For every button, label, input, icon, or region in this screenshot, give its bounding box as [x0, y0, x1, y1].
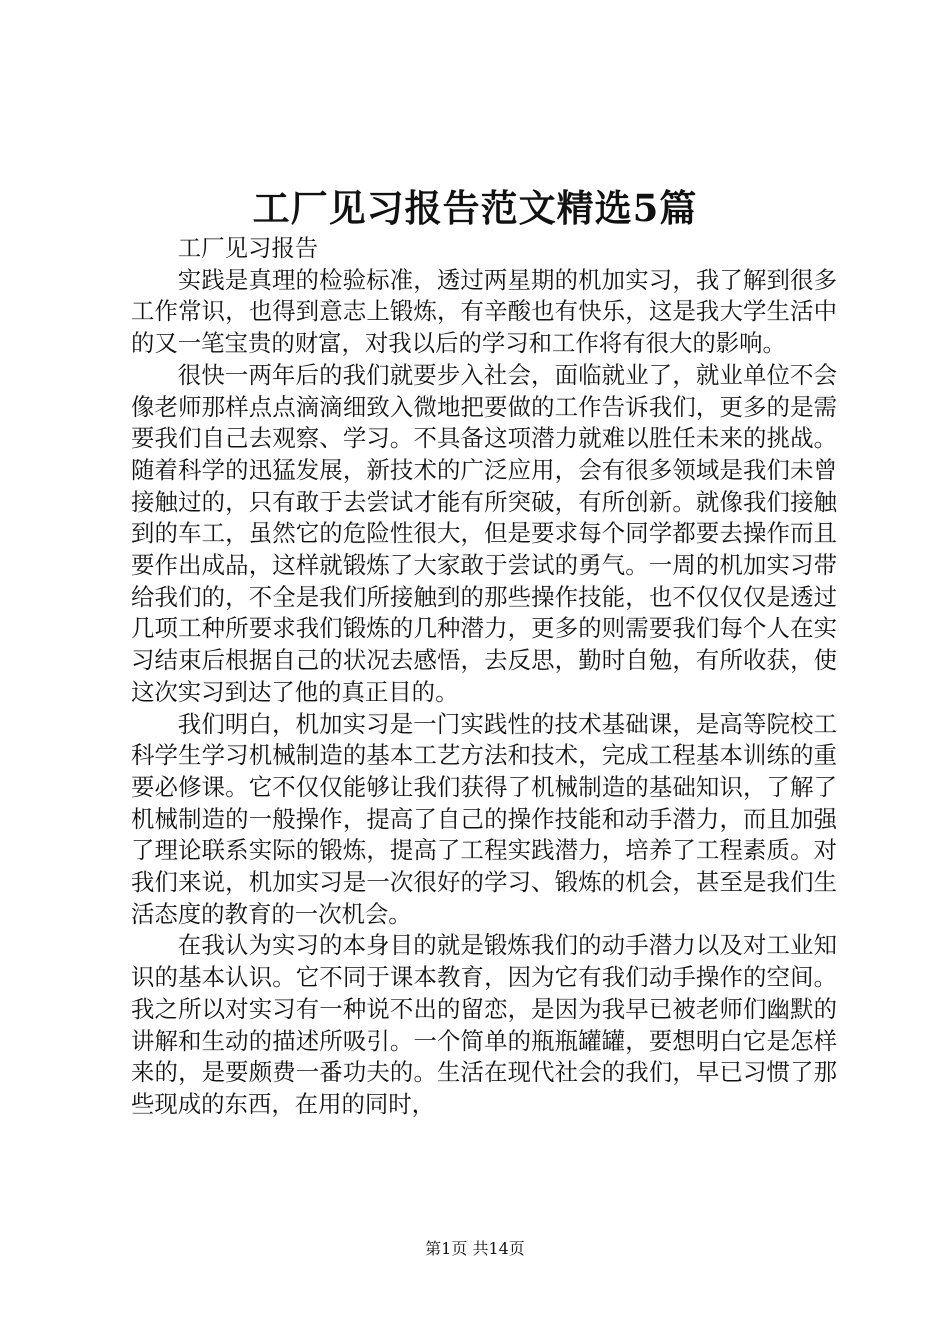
page-footer: 第1页 共14页 [425, 1239, 525, 1258]
section-heading: 工厂见习报告 [177, 234, 319, 262]
paragraph-1: 实践是真理的检验标准，透过两星期的机加实习，我了解到很多工作常识，也得到意志上锻炼，有辛酸也有快乐，这是我大学生活中的又一笔宝贵的财富，对我以后的学习和工作将有很大的影响。 [131, 265, 837, 358]
paragraph-2: 很快一两年后的我们就要步入社会，面临就业了，就业单位不会像老师那样点点滴滴细致入微地把要做的工作告诉我们，更多的是需要我们自己去观察、学习。不具备这项潜力就难以胜任未来的挑战。随着科学的迅猛发展，新技术的广泛应用，会有很多领域是我们未曾接触过的，只有敢于去尝试才能有所突破，有所创新。就像我们接触到的车工，虽然它的危险性很大，但是要求每个同学都要去操作而且要作出成品，这样就锻炼了大家敢于尝试的勇气。一周的机加实习带给我们的，不全是我们所接触到的那些操作技能，也不仅仅仅是透过几项工种所要求我们锻炼的几种潜力，更多的则需要我们每个人在实习结束后根据自己的状况去感悟，去反思，勤时自勉，有所收获，使这次实习到达了他的真正目的。 [131, 360, 837, 706]
document-body [131, 233, 837, 1121]
document-title: 工厂见习报告范文精选5篇 [252, 186, 698, 230]
paragraph-4: 在我认为实习的本身目的就是锻炼我们的动手潜力以及对工业知识的基本认识。它不同于课本教育，因为它有我们动手操作的空间。我之所以对实习有一种说不出的留恋，是因为我早已被老师们幽默的讲解和生动的描述所吸引。一个简单的瓶瓶罐罐，要想明白它是怎样来的，是要颇费一番功夫的。生活在现代社会的我们，早已习惯了那些现成的东西，在用的同时， [131, 931, 837, 1118]
paragraph-3: 我们明白，机加实习是一门实践性的技术基础课，是高等院校工科学生学习机械制造的基本工艺方法和技术，完成工程基本训练的重要必修课。它不仅仅能够让我们获得了机械制造的基础知识，了解了机械制造的一般操作，提高了自己的操作技能和动手潜力，而且加强了理论联系实际的锻炼，提高了工程实践潜力，培养了工程素质。对我们来说，机加实习是一次很好的学习、锻炼的机会，甚至是我们生活态度的教育的一次机会。 [131, 709, 837, 928]
